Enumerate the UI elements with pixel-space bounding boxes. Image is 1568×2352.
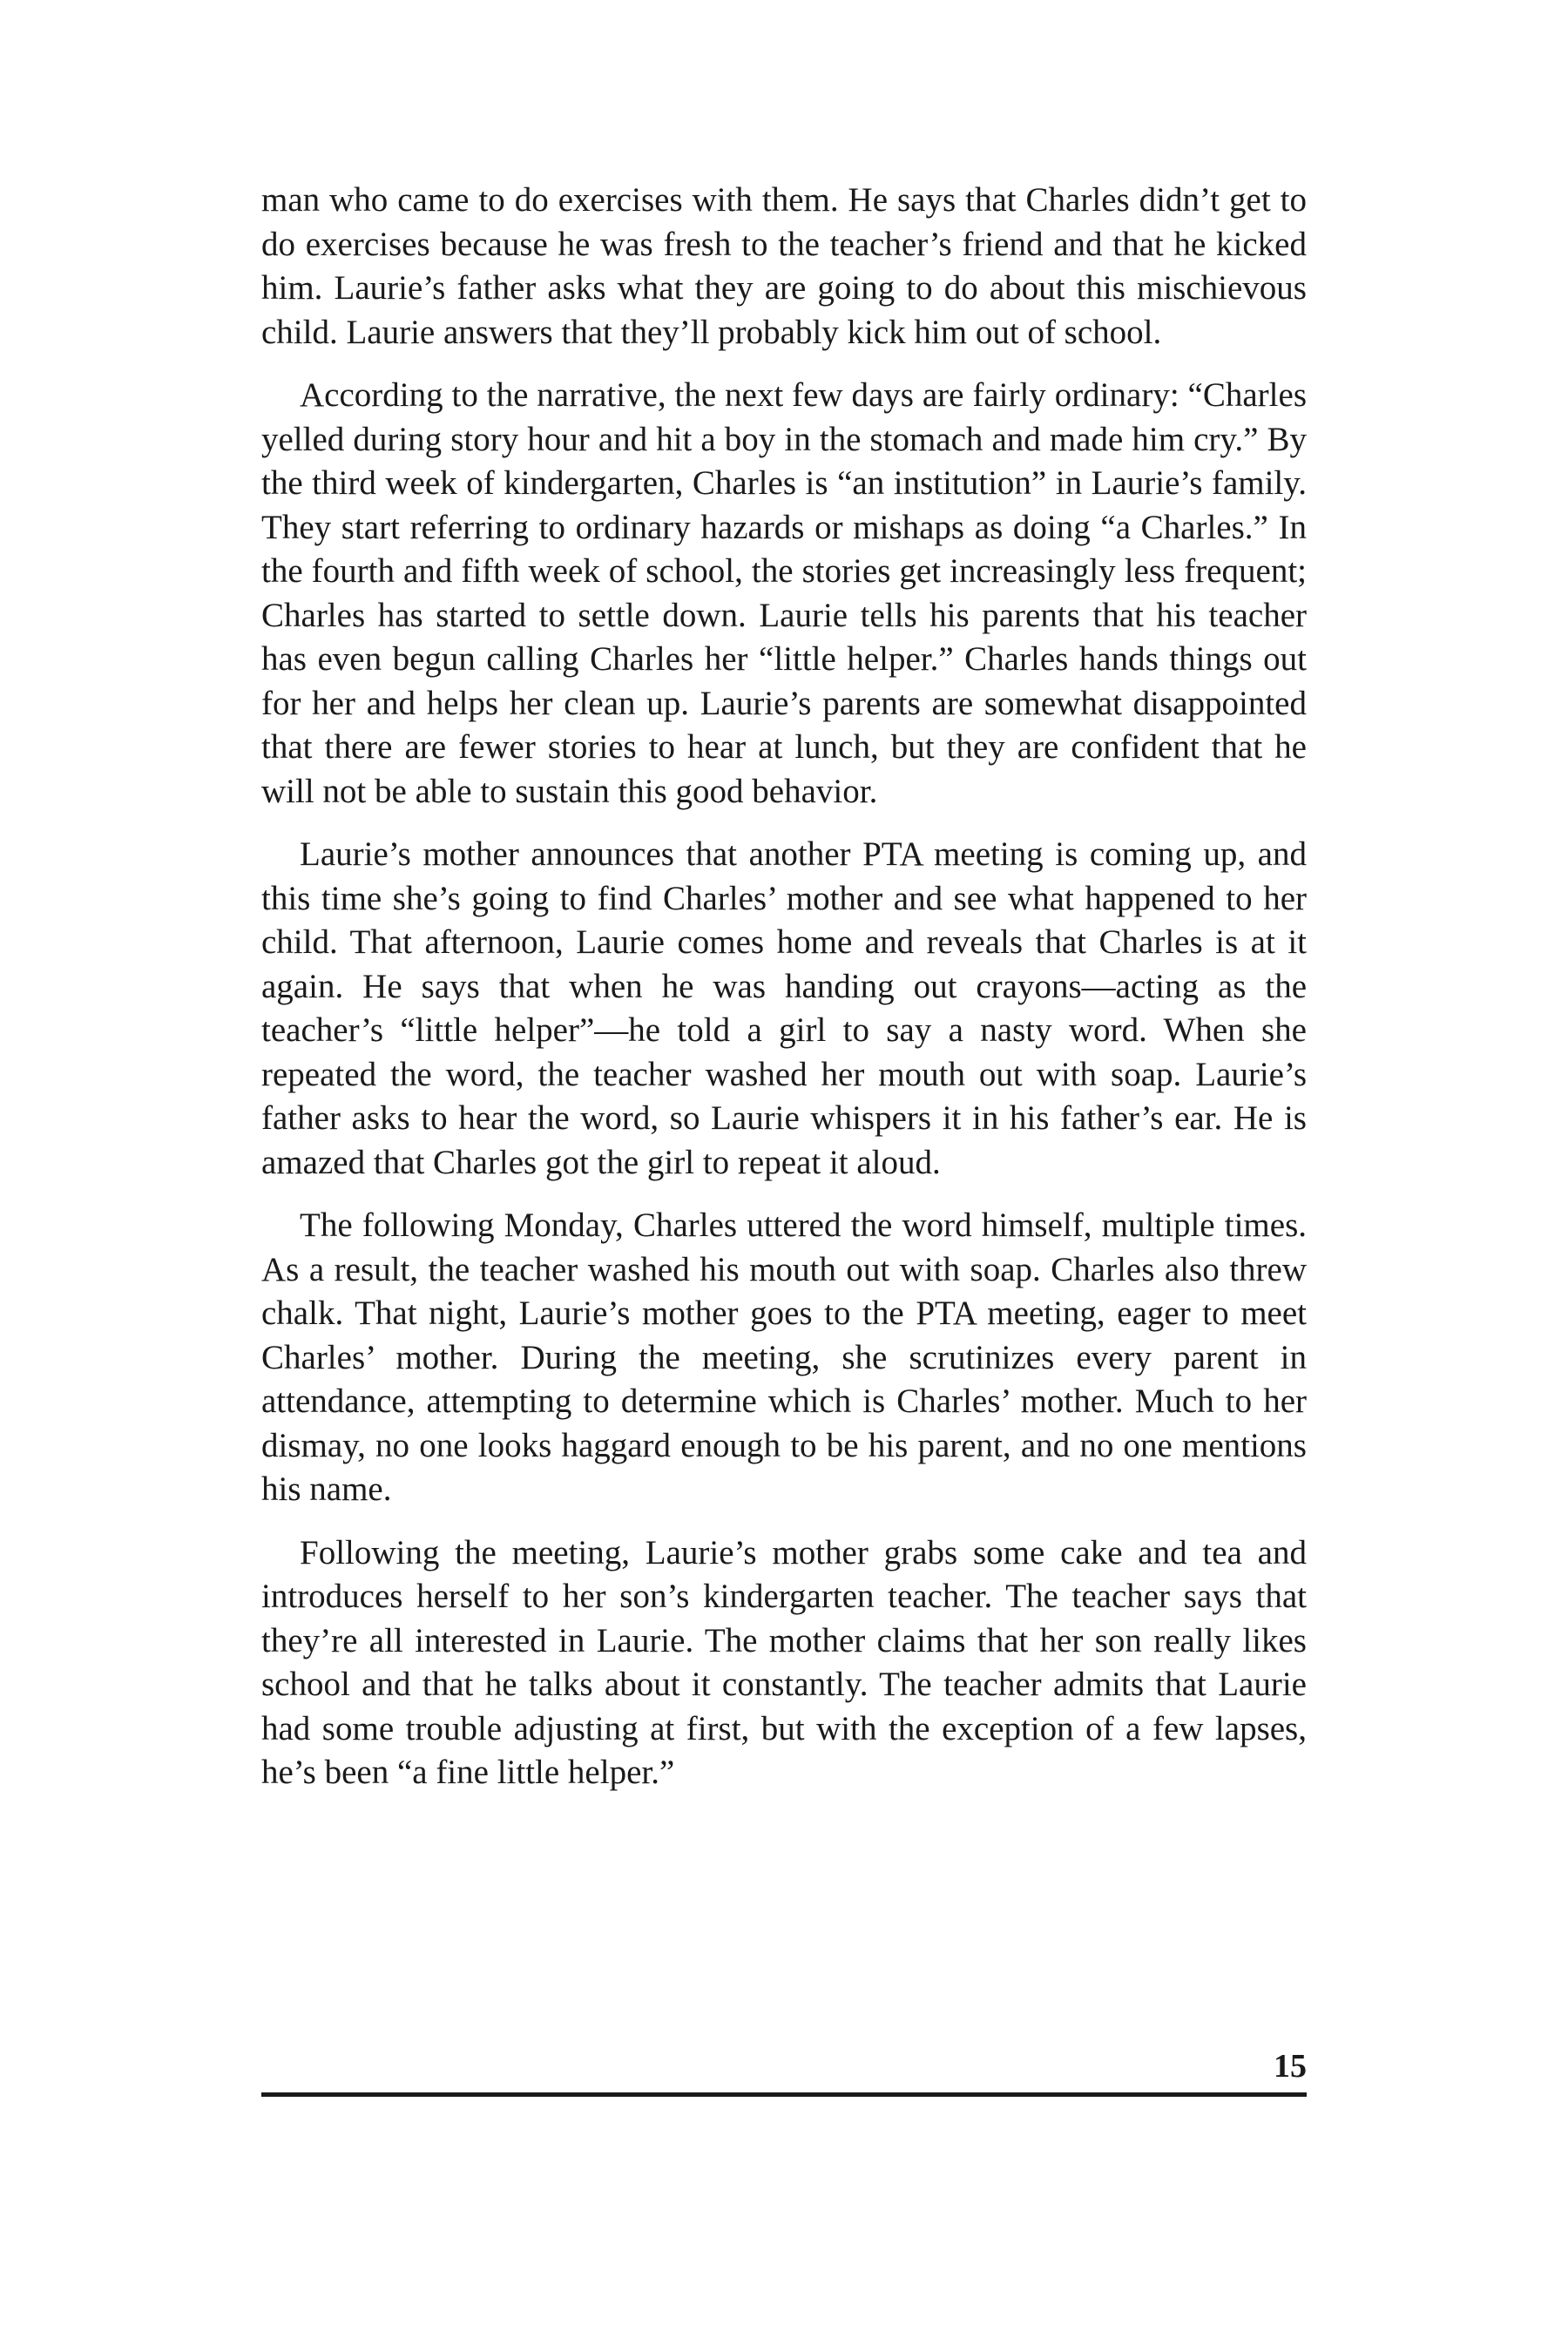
paragraph-pta-announcement: Laurie’s mother announces that another PTA meeting is coming up, and this time she’s going to find Charles’ mother and see what happened to her child. That afternoon, Laurie comes home and reveals that Charles is at it again. He says that when he was handing out crayons—acting as the teacher’s “little helper”—he told a girl to say a nasty word. When she repeated the word, the teacher washed her mouth out with soap. Laurie’s father asks to hear the word, so Laurie whispers it in his father’s ear. He is amazed that Charles got the girl to repeat it aloud. xyxy=(261,835,1307,1181)
footer-rule xyxy=(261,2092,1307,2097)
page-number: 15 xyxy=(1274,2048,1307,2085)
paragraph-narrative: According to the narrative, the next few days are fairly ordinary: “Charles yelled during story hour and hit a boy in the stomach and made him cry.” By the third week of kindergarten, Charles is “an institution” in Laurie’s family. They start referring to ordinary hazards or mishaps as doing “a Charles.” In the fourth and fifth week of school, the stories get increasingly less frequent; Charles has started to settle down. Laurie tells his parents that his teacher has even begun calling Charles her “little helper.” Charles hands things out for her and helps her clean up. Laurie’s parents are somewhat disappointed that there are fewer stories to hear at lunch, but they are confident that he will not be able to sustain this good behavior. xyxy=(261,376,1307,810)
paragraph-meeting: Following the meeting, Laurie’s mother grabs some cake and tea and introduces herself to her son’s kindergarten teacher. The teacher says that they’re all interested in Laurie. The mother claims that her son really likes school and that he talks about it constantly. The teacher admits that Laurie had some trouble adjusting at first, but with the exception of a few lapses, he’s been “a fine little helper.” xyxy=(261,1533,1307,1791)
paragraph-monday: The following Monday, Charles uttered the word himself, multiple times. As a result, the teacher washed his mouth out with soap. Charles also threw chalk. That night, Laurie’s mother goes to the PTA meeting, eager to meet Charles’ mother. During the meeting, she scrutinizes every parent in attendance, attempting to determine which is Charles’ mother. Much to her dismay, no one looks haggard enough to be his parent, and no one mentions his name. xyxy=(261,1206,1307,1508)
paragraph-continuation: man who came to do exercises with them. He says that Charles didn’t get to do exercises because he was fresh to the teacher’s friend and that he kicked him. Laurie’s father asks what they are going to do about this mischievous child. Laurie answers that they’ll probably kick him out of school. xyxy=(261,181,1307,351)
body-text xyxy=(261,179,1307,1815)
